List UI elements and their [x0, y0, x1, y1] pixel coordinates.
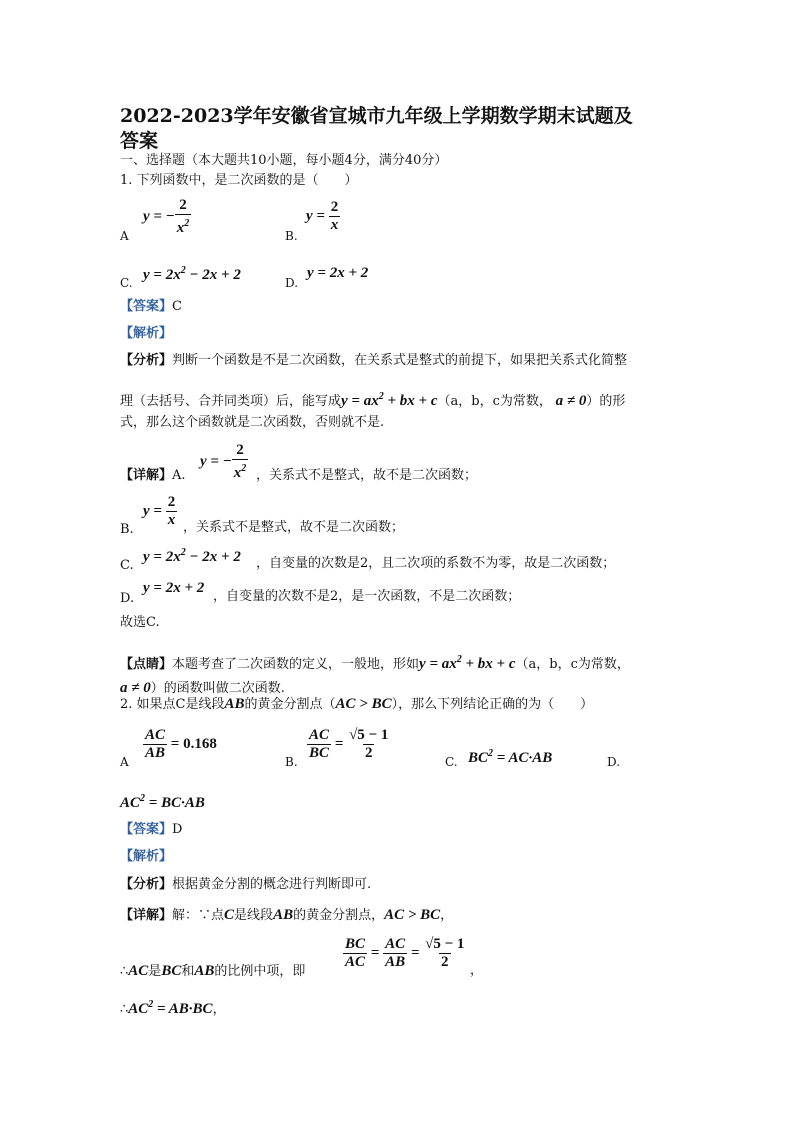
q1-detail-b-formula: y = $\frac{2}{x}$	[143, 494, 176, 528]
stem-text: 的黄金分割点（	[244, 697, 336, 712]
q1-detail-a-formula: y = − $\frac{2}{x^2}$	[200, 442, 247, 481]
fenxi-text: 判断一个函数是不是二次函数，在关系式是整式的前提下，如果把关系式化简整	[172, 353, 628, 368]
q2-ratio-formula: $\frac{BC}{AC}$ = $\frac{AC}{AB}$ = $\frac{√5 - 1}{2}$	[345, 936, 465, 970]
q1-detail-c-formula: $y = 2x^2 - 2x + 2$	[143, 547, 241, 565]
q1-option-b-formula: y = $\frac{2}{x}$	[306, 199, 339, 233]
detail-text: 是线段	[234, 908, 274, 923]
detail-text: ，	[440, 908, 454, 923]
fenxi-text: 理（去括号、合并同类项）后，能写成	[120, 394, 342, 409]
q2-option-a-formula: $\frac{AC}{AB}$ = 0.168	[145, 727, 217, 761]
q1-choose: 故选C.	[120, 615, 160, 630]
q2-option-c-formula: $BC^2 = AC\cdot AB$	[468, 748, 553, 766]
q2-detail-line3	[120, 996, 226, 1019]
answer-tag: 【答案】	[120, 822, 173, 837]
q1-detail-a-text: ，关系式不是整式，故不是二次函数；	[256, 468, 478, 483]
q1-analysis-tag: 【解析】	[120, 326, 173, 341]
answer-value: D	[172, 822, 183, 837]
q1-option-c-formula: $y = 2x^2 - 2x + 2$	[143, 265, 241, 283]
q2-option-b-label: B.	[285, 755, 298, 769]
detail-text: 是	[148, 964, 162, 979]
segment-bc: BC	[161, 963, 182, 979]
answer-value: C	[172, 299, 182, 314]
q1-detail-a	[120, 467, 186, 485]
question-2-stem	[120, 695, 593, 714]
q1-detail-d-text: ，自变量的次数不是2，是一次函数，不是二次函数；	[213, 589, 521, 604]
q2-fenxi	[120, 876, 371, 894]
q1-detail-b-prefix: B.	[120, 522, 134, 537]
detail-text: 解：∵点	[172, 908, 225, 923]
dianjing-text: 本题考查了二次函数的定义，一般地，形如	[172, 657, 420, 672]
segment-ab: AB	[224, 696, 245, 712]
dianjing-tag: 【点睛】	[120, 657, 173, 672]
dianjing-text: （a，b，c为常数，	[515, 657, 630, 672]
a-not-zero-formula: a ≠ 0	[120, 680, 151, 696]
page-title-line2: 答案	[120, 130, 159, 152]
section-heading: 一、选择题（本大题共10小题，每小题4分，满分40分）	[120, 153, 448, 168]
q2-analysis-tag: 【解析】	[120, 849, 173, 864]
stem-text: 2. 如果点C是线段	[120, 697, 225, 712]
detail-text: ，	[212, 1002, 226, 1017]
ac-gt-bc-formula: AC > BC	[335, 696, 392, 712]
q1-detail-b-text: ，关系式不是整式，故不是二次函数；	[183, 520, 405, 535]
q1-option-b-label: B.	[285, 229, 298, 243]
q1-option-a-formula: y = − $\frac{2}{x^2}$	[143, 197, 190, 236]
q2-option-d-label: D.	[607, 755, 621, 769]
q1-detail-d-prefix: D.	[120, 591, 135, 606]
detail-text: 的比例中项，即	[214, 964, 306, 979]
general-form-formula: $y = ax^2$ + bx + c	[341, 391, 438, 409]
dianjing-text: ）的函数叫做二次函数.	[150, 681, 285, 696]
q1-option-d-label: D.	[285, 276, 299, 290]
q1-option-c-label: C.	[120, 276, 133, 290]
q1-answer	[120, 298, 182, 316]
q2-detail-line2	[120, 962, 305, 981]
question-1-stem: 1. 下列函数中，是二次函数的是（ ）	[120, 173, 358, 188]
q1-detail-c-prefix: C.	[120, 558, 134, 573]
page-title-line1: 2022-2023学年安徽省宣城市九年级上学期数学期末试题及	[120, 105, 633, 127]
detail-tag: 【详解】	[120, 908, 173, 923]
q1-fenxi-line2	[120, 388, 625, 411]
a-not-zero-formula: a ≠ 0	[551, 393, 587, 409]
q1-dianjing-line1	[120, 651, 630, 674]
q2-option-c-label: C.	[445, 755, 458, 769]
fenxi-tag: 【分析】	[120, 353, 173, 368]
q1-option-d-formula: y = 2x + 2	[307, 265, 369, 281]
q1-detail-c-text: ，自变量的次数是2，且二次项的系数不为零，故是二次函数；	[256, 556, 616, 571]
fenxi-tag: 【分析】	[120, 877, 173, 892]
detail-text: 的黄金分割点，	[293, 908, 385, 923]
therefore-symbol: ∴	[120, 1002, 129, 1017]
point-c: C	[224, 907, 235, 923]
q2-option-a-label: A	[120, 755, 129, 769]
stem-text: ），那么下列结论正确的为（ ）	[391, 697, 594, 712]
q1-fenxi-line3: 式，那么这个函数就是二次函数，否则就不是.	[120, 415, 385, 430]
q2-detail-line1	[120, 906, 453, 925]
q1-fenxi-line1	[120, 352, 627, 370]
segment-ab: AB	[273, 907, 294, 923]
q2-answer	[120, 821, 182, 839]
detail-tag: 【详解】	[120, 468, 173, 483]
therefore-symbol: ∴	[120, 964, 129, 979]
fenxi-text: 根据黄金分割的概念进行判断即可.	[172, 877, 372, 892]
segment-ab: AB	[194, 963, 215, 979]
ac-gt-bc-formula: AC > BC	[384, 907, 441, 923]
q2-option-b-formula: $\frac{AC}{BC}$ = $\frac{√5 - 1}{2}$	[309, 727, 389, 761]
fenxi-text: （a，b，c为常数，	[437, 394, 552, 409]
q2-option-d-formula: $AC^2 = BC\cdot AB$	[120, 793, 205, 811]
general-form-formula: $y = ax^2$ + bx + c	[419, 654, 516, 672]
detail-prefix: A.	[172, 468, 186, 483]
q1-detail-d-formula: y = 2x + 2	[143, 580, 205, 596]
q1-option-a-label: A	[120, 229, 129, 243]
q2-detail-line2-end: ，	[470, 963, 484, 978]
conclusion-formula: $AC^2 = AB\cdot BC$	[128, 999, 213, 1017]
detail-text: 和	[181, 964, 195, 979]
segment-ac: AC	[128, 963, 149, 979]
fenxi-text: ）的形	[586, 394, 626, 409]
answer-tag: 【答案】	[120, 299, 173, 314]
